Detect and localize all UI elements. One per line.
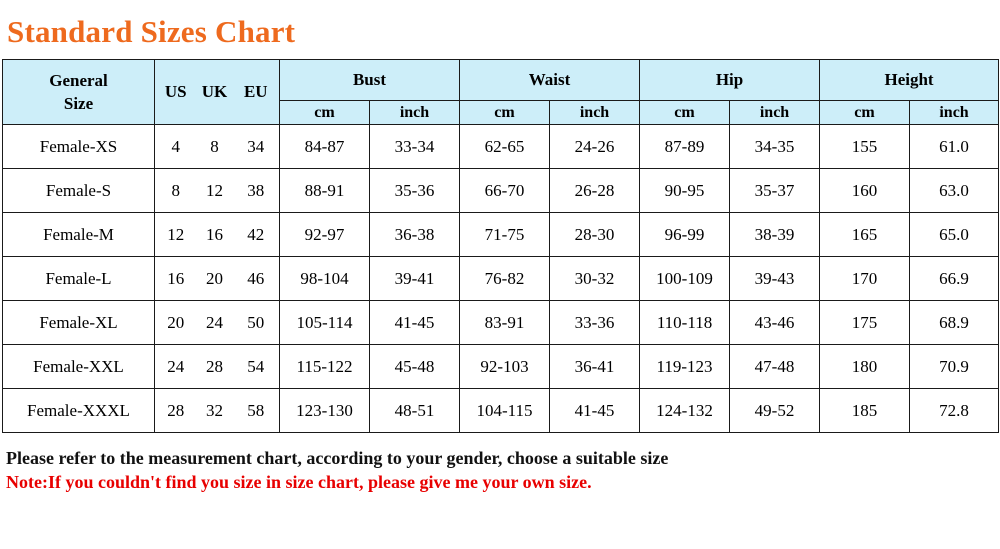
hip-inch-cell: 34-35 <box>730 125 820 169</box>
hip-inch-cell: 35-37 <box>730 169 820 213</box>
height-cm-cell: 160 <box>820 169 910 213</box>
hip-cm-cell: 90-95 <box>640 169 730 213</box>
waist-cm-cell: 62-65 <box>460 125 550 169</box>
hip-cm-cell: 124-132 <box>640 389 730 433</box>
header-eu: EU <box>233 60 280 125</box>
height-inch-cell: 68.9 <box>910 301 999 345</box>
eu-cell: 42 <box>233 213 280 257</box>
height-cm-cell: 155 <box>820 125 910 169</box>
us-cell: 8 <box>155 169 197 213</box>
height-inch-cell: 61.0 <box>910 125 999 169</box>
waist-inch-cell: 24-26 <box>550 125 640 169</box>
waist-inch-cell: 26-28 <box>550 169 640 213</box>
size-cell: Female-XXL <box>3 345 155 389</box>
header-hip: Hip <box>640 60 820 101</box>
table-row <box>3 301 999 345</box>
bust-inch-cell: 33-34 <box>370 125 460 169</box>
header-bust-inch: inch <box>370 101 460 125</box>
header-hip-inch: inch <box>730 101 820 125</box>
bust-cm-cell: 84-87 <box>280 125 370 169</box>
waist-inch-cell: 30-32 <box>550 257 640 301</box>
uk-cell: 28 <box>197 345 233 389</box>
height-inch-cell: 66.9 <box>910 257 999 301</box>
table-row <box>3 257 999 301</box>
bust-cm-cell: 123-130 <box>280 389 370 433</box>
waist-cm-cell: 66-70 <box>460 169 550 213</box>
bust-cm-cell: 92-97 <box>280 213 370 257</box>
waist-cm-cell: 76-82 <box>460 257 550 301</box>
size-cell: Female-L <box>3 257 155 301</box>
height-cm-cell: 175 <box>820 301 910 345</box>
waist-cm-cell: 83-91 <box>460 301 550 345</box>
page-title: Standard Sizes Chart <box>7 14 296 49</box>
us-cell: 16 <box>155 257 197 301</box>
waist-inch-cell: 41-45 <box>550 389 640 433</box>
waist-inch-cell: 28-30 <box>550 213 640 257</box>
bust-cm-cell: 98-104 <box>280 257 370 301</box>
bust-inch-cell: 39-41 <box>370 257 460 301</box>
us-cell: 4 <box>155 125 197 169</box>
table-row <box>3 125 999 169</box>
waist-cm-cell: 104-115 <box>460 389 550 433</box>
height-cm-cell: 185 <box>820 389 910 433</box>
measurement-note: Please refer to the measurement chart, according to your gender, choose a suitable size <box>6 448 669 468</box>
eu-cell: 54 <box>233 345 280 389</box>
bust-cm-cell: 88-91 <box>280 169 370 213</box>
header-general-size: General Size <box>3 60 155 125</box>
bust-inch-cell: 36-38 <box>370 213 460 257</box>
header-height-inch: inch <box>910 101 999 125</box>
header-uk: UK <box>197 60 233 125</box>
height-inch-cell: 63.0 <box>910 169 999 213</box>
eu-cell: 38 <box>233 169 280 213</box>
header-us: US <box>155 60 197 125</box>
eu-cell: 58 <box>233 389 280 433</box>
uk-cell: 8 <box>197 125 233 169</box>
waist-inch-cell: 36-41 <box>550 345 640 389</box>
bust-inch-cell: 45-48 <box>370 345 460 389</box>
hip-cm-cell: 110-118 <box>640 301 730 345</box>
size-cell: Female-XL <box>3 301 155 345</box>
uk-cell: 24 <box>197 301 233 345</box>
header-waist: Waist <box>460 60 640 101</box>
height-cm-cell: 165 <box>820 213 910 257</box>
eu-cell: 46 <box>233 257 280 301</box>
hip-inch-cell: 38-39 <box>730 213 820 257</box>
header-height: Height <box>820 60 999 101</box>
header-waist-cm: cm <box>460 101 550 125</box>
height-inch-cell: 70.9 <box>910 345 999 389</box>
waist-cm-cell: 71-75 <box>460 213 550 257</box>
waist-inch-cell: 33-36 <box>550 301 640 345</box>
size-cell: Female-S <box>3 169 155 213</box>
us-cell: 28 <box>155 389 197 433</box>
size-chart-table <box>2 59 999 433</box>
hip-inch-cell: 39-43 <box>730 257 820 301</box>
hip-inch-cell: 43-46 <box>730 301 820 345</box>
hip-cm-cell: 96-99 <box>640 213 730 257</box>
us-cell: 20 <box>155 301 197 345</box>
bust-cm-cell: 115-122 <box>280 345 370 389</box>
table-row <box>3 169 999 213</box>
table-row <box>3 345 999 389</box>
uk-cell: 32 <box>197 389 233 433</box>
bust-cm-cell: 105-114 <box>280 301 370 345</box>
height-cm-cell: 170 <box>820 257 910 301</box>
header-waist-inch: inch <box>550 101 640 125</box>
bust-inch-cell: 35-36 <box>370 169 460 213</box>
hip-cm-cell: 119-123 <box>640 345 730 389</box>
eu-cell: 34 <box>233 125 280 169</box>
table-row <box>3 213 999 257</box>
waist-cm-cell: 92-103 <box>460 345 550 389</box>
hip-cm-cell: 87-89 <box>640 125 730 169</box>
hip-inch-cell: 49-52 <box>730 389 820 433</box>
us-cell: 12 <box>155 213 197 257</box>
hip-inch-cell: 47-48 <box>730 345 820 389</box>
height-inch-cell: 72.8 <box>910 389 999 433</box>
uk-cell: 16 <box>197 213 233 257</box>
height-cm-cell: 180 <box>820 345 910 389</box>
eu-cell: 50 <box>233 301 280 345</box>
uk-cell: 20 <box>197 257 233 301</box>
size-cell: Female-XS <box>3 125 155 169</box>
uk-cell: 12 <box>197 169 233 213</box>
header-bust: Bust <box>280 60 460 101</box>
height-inch-cell: 65.0 <box>910 213 999 257</box>
us-cell: 24 <box>155 345 197 389</box>
bust-inch-cell: 41-45 <box>370 301 460 345</box>
size-request-note: Note:If you couldn't find you size in size chart, please give me your own size. <box>6 472 592 492</box>
table-row <box>3 389 999 433</box>
header-hip-cm: cm <box>640 101 730 125</box>
hip-cm-cell: 100-109 <box>640 257 730 301</box>
header-bust-cm: cm <box>280 101 370 125</box>
size-cell: Female-XXXL <box>3 389 155 433</box>
bust-inch-cell: 48-51 <box>370 389 460 433</box>
header-height-cm: cm <box>820 101 910 125</box>
size-cell: Female-M <box>3 213 155 257</box>
